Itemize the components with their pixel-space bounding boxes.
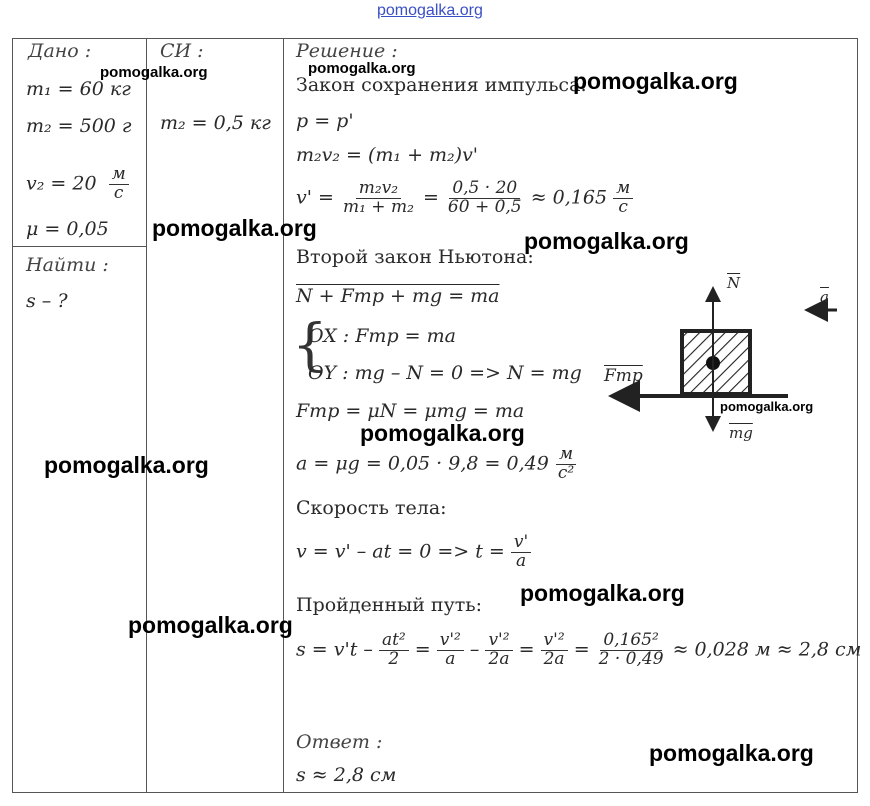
si-m2: m₂ = 0,5 кг — [160, 112, 271, 134]
label-friction: Fтр — [604, 366, 643, 386]
given-mu: μ = 0,05 — [26, 218, 109, 240]
header-si: СИ : — [160, 40, 204, 62]
watermark: pomogalka.org — [573, 68, 738, 94]
speed-label: Скорость тела: — [296, 497, 447, 519]
label-N: $\overline{N}$ — [727, 274, 741, 292]
path-label: Пройденный путь: — [296, 594, 483, 616]
watermark: pomogalka.org — [520, 580, 685, 606]
header-reshenie: Решение : — [296, 40, 398, 62]
force-diagram — [596, 270, 846, 450]
eq-oy: OY : mg – N = 0 => N = mg — [308, 362, 582, 384]
eq-ox: OX : Fтр = ma — [308, 325, 456, 347]
watermark: pomogalka.org — [128, 612, 293, 638]
label-mg: $\overline{mg}$ — [729, 424, 753, 442]
label-a: $\overline{a}$ — [820, 288, 829, 306]
eq-p: p = p' — [296, 110, 354, 132]
answer-value: s ≈ 2,8 см — [296, 764, 397, 786]
system-brace: { — [292, 313, 328, 378]
newton-label: Второй закон Ньютона: — [296, 246, 534, 268]
answer-label: Ответ : — [296, 731, 383, 753]
law-momentum: Закон сохранения импульса: — [296, 74, 587, 96]
watermark: pomogalka.org — [720, 399, 814, 414]
watermark: pomogalka.org — [100, 64, 208, 81]
given-m1: m₁ = 60 кг — [26, 78, 131, 100]
header-dano: Дано : — [28, 40, 92, 62]
watermark: pomogalka.org — [44, 452, 209, 478]
given-v2: v₂ = 20 $\frac{м}{с}$ — [26, 166, 129, 203]
eq-vector: N + Fтр + mg = ma — [296, 285, 500, 307]
watermark: pomogalka.org — [524, 228, 689, 254]
given-m2: m₂ = 500 г — [26, 115, 132, 137]
find-s: s – ? — [26, 290, 68, 312]
header-naiti: Найти : — [26, 254, 109, 276]
watermark: pomogalka.org — [308, 60, 416, 77]
eq-momentum: m₂v₂ = (m₁ + m₂)v' — [296, 144, 479, 166]
eq-speed: v = v' – at = 0 => t = $\frac{v'}{a}$ — [296, 534, 531, 571]
eq-acceleration: a = μg = 0,05 · 9,8 = 0,49 $\frac{м}{\text{с²}}$ — [296, 444, 575, 483]
watermark: pomogalka.org — [152, 215, 317, 241]
watermark: pomogalka.org — [649, 740, 814, 766]
eq-path: s = v't – $\frac{\text{at²}}{2}$ = $\frac{\text{v'²}}{a}$ – $\frac{\text{v'²}}{2a}$ = $\frac{\text{v'²}}{2a}$ = $\frac{\text{0,165²}}{2 \cdot 0,49}$ ≈ 0,028 м ≈ 2,8 см — [296, 630, 862, 669]
site-watermark-top: pomogalka.org — [377, 2, 483, 19]
eq-velocity: v' = $\frac{\text{m₂v₂}}{\text{m₁ + m₂}}$ = $\frac{0,5 \cdot 20}{60 + 0,5}$ ≈ 0,165 $\frac{м}{с}$ — [296, 180, 633, 217]
eq-friction: Fтр = μN = μmg = ma — [296, 400, 525, 422]
watermark: pomogalka.org — [360, 420, 525, 446]
